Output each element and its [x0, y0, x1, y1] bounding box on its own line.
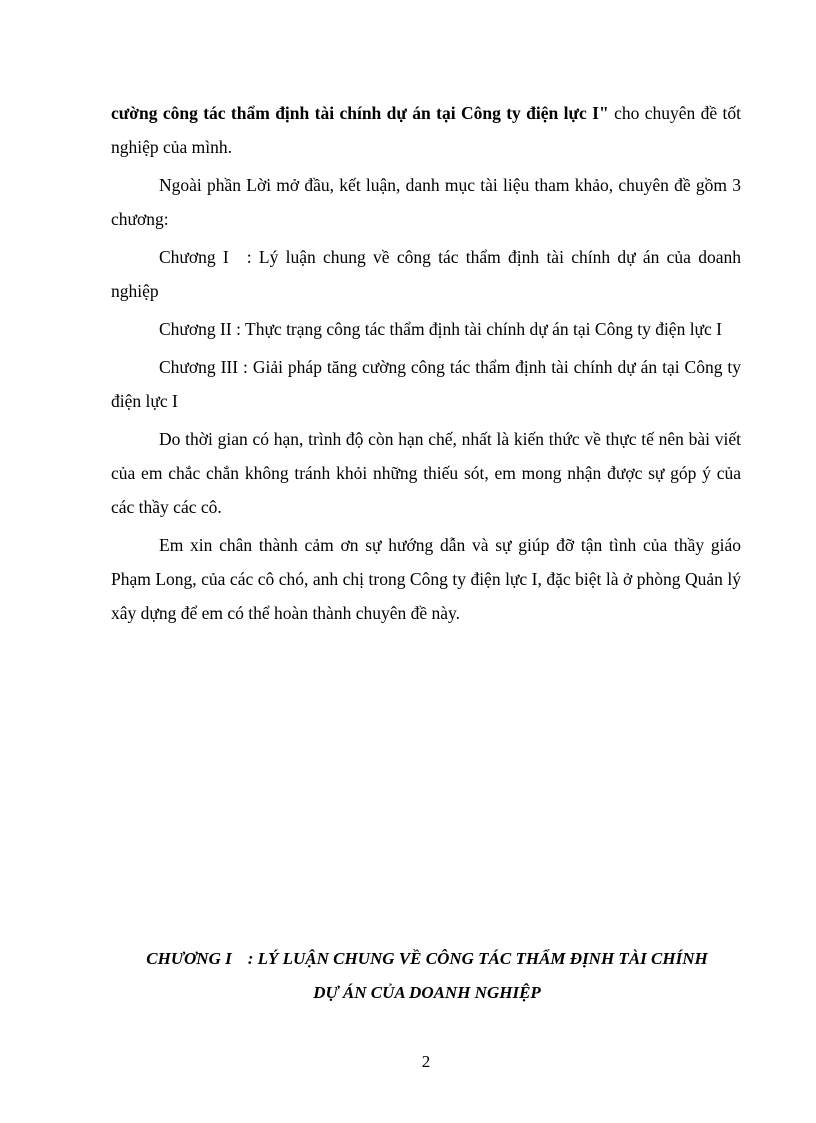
chapter-summary-label: Chương III — [159, 357, 239, 377]
chapter-summary-3 — [111, 350, 741, 418]
paragraph-acknowledgement: Em xin chân thành cảm ơn sự hướng dẫn và sự giúp đỡ tận tình của thầy giáo Phạm Long, của các cô chó, anh chị trong Công ty điện lực I, đặc biệt là ở phòng Quản lý xây dựng để em có thể hoàn thành chuyên đề này. — [111, 535, 741, 623]
chapter-summary-label: Chương II — [159, 319, 232, 339]
chapter-summary-2 — [111, 312, 741, 346]
page-number: 2 — [421, 1052, 431, 1071]
chapter-summary-1 — [111, 240, 741, 308]
chapter-summary-text: : Lý luận chung về công tác thẩm định tài chính dự án của doanh nghiệp — [111, 247, 741, 301]
chapter-heading-title: : LÝ LUẬN CHUNG VỀ CÔNG TÁC THẨM ĐỊNH TÀI CHÍNH — [247, 949, 708, 968]
paragraph-structure: Ngoài phần Lời mở đầu, kết luận, danh mục tài liệu tham khảo, chuyên đề gồm 3 chương: — [111, 175, 741, 229]
chapter-summary-text: : Thực trạng công tác thẩm định tài chính dự án tại Công ty điện lực I — [236, 319, 723, 339]
body-text — [111, 96, 741, 630]
paragraph-limitations: Do thời gian có hạn, trình độ còn hạn chế, nhất là kiến thức về thực tế nên bài viết của em chắc chắn không tránh khỏi những thiếu sót, em mong nhận được sự góp ý của các thầy các cô. — [111, 429, 741, 517]
paragraph-intro-conclusion — [111, 96, 741, 164]
paragraph-intro-bold: cường công tác thẩm định tài chính dự án tại Công ty điện lực I" — [111, 103, 609, 123]
chapter-heading-line-2: DỰ ÁN CỦA DOANH NGHIỆP — [313, 983, 541, 1002]
chapter-summary-label: Chương I — [159, 247, 229, 267]
chapter-heading-line-1 — [100, 942, 754, 976]
chapter-summary-text: : Giải pháp tăng cường công tác thẩm định tài chính dự án tại Công ty điện lực I — [111, 357, 742, 411]
chapter-heading — [100, 942, 754, 1010]
chapter-heading-label: CHƯƠNG I — [146, 949, 232, 968]
paragraph-intro-normal: cho chuyên đề tốt nghiệp của mình. — [111, 103, 742, 157]
